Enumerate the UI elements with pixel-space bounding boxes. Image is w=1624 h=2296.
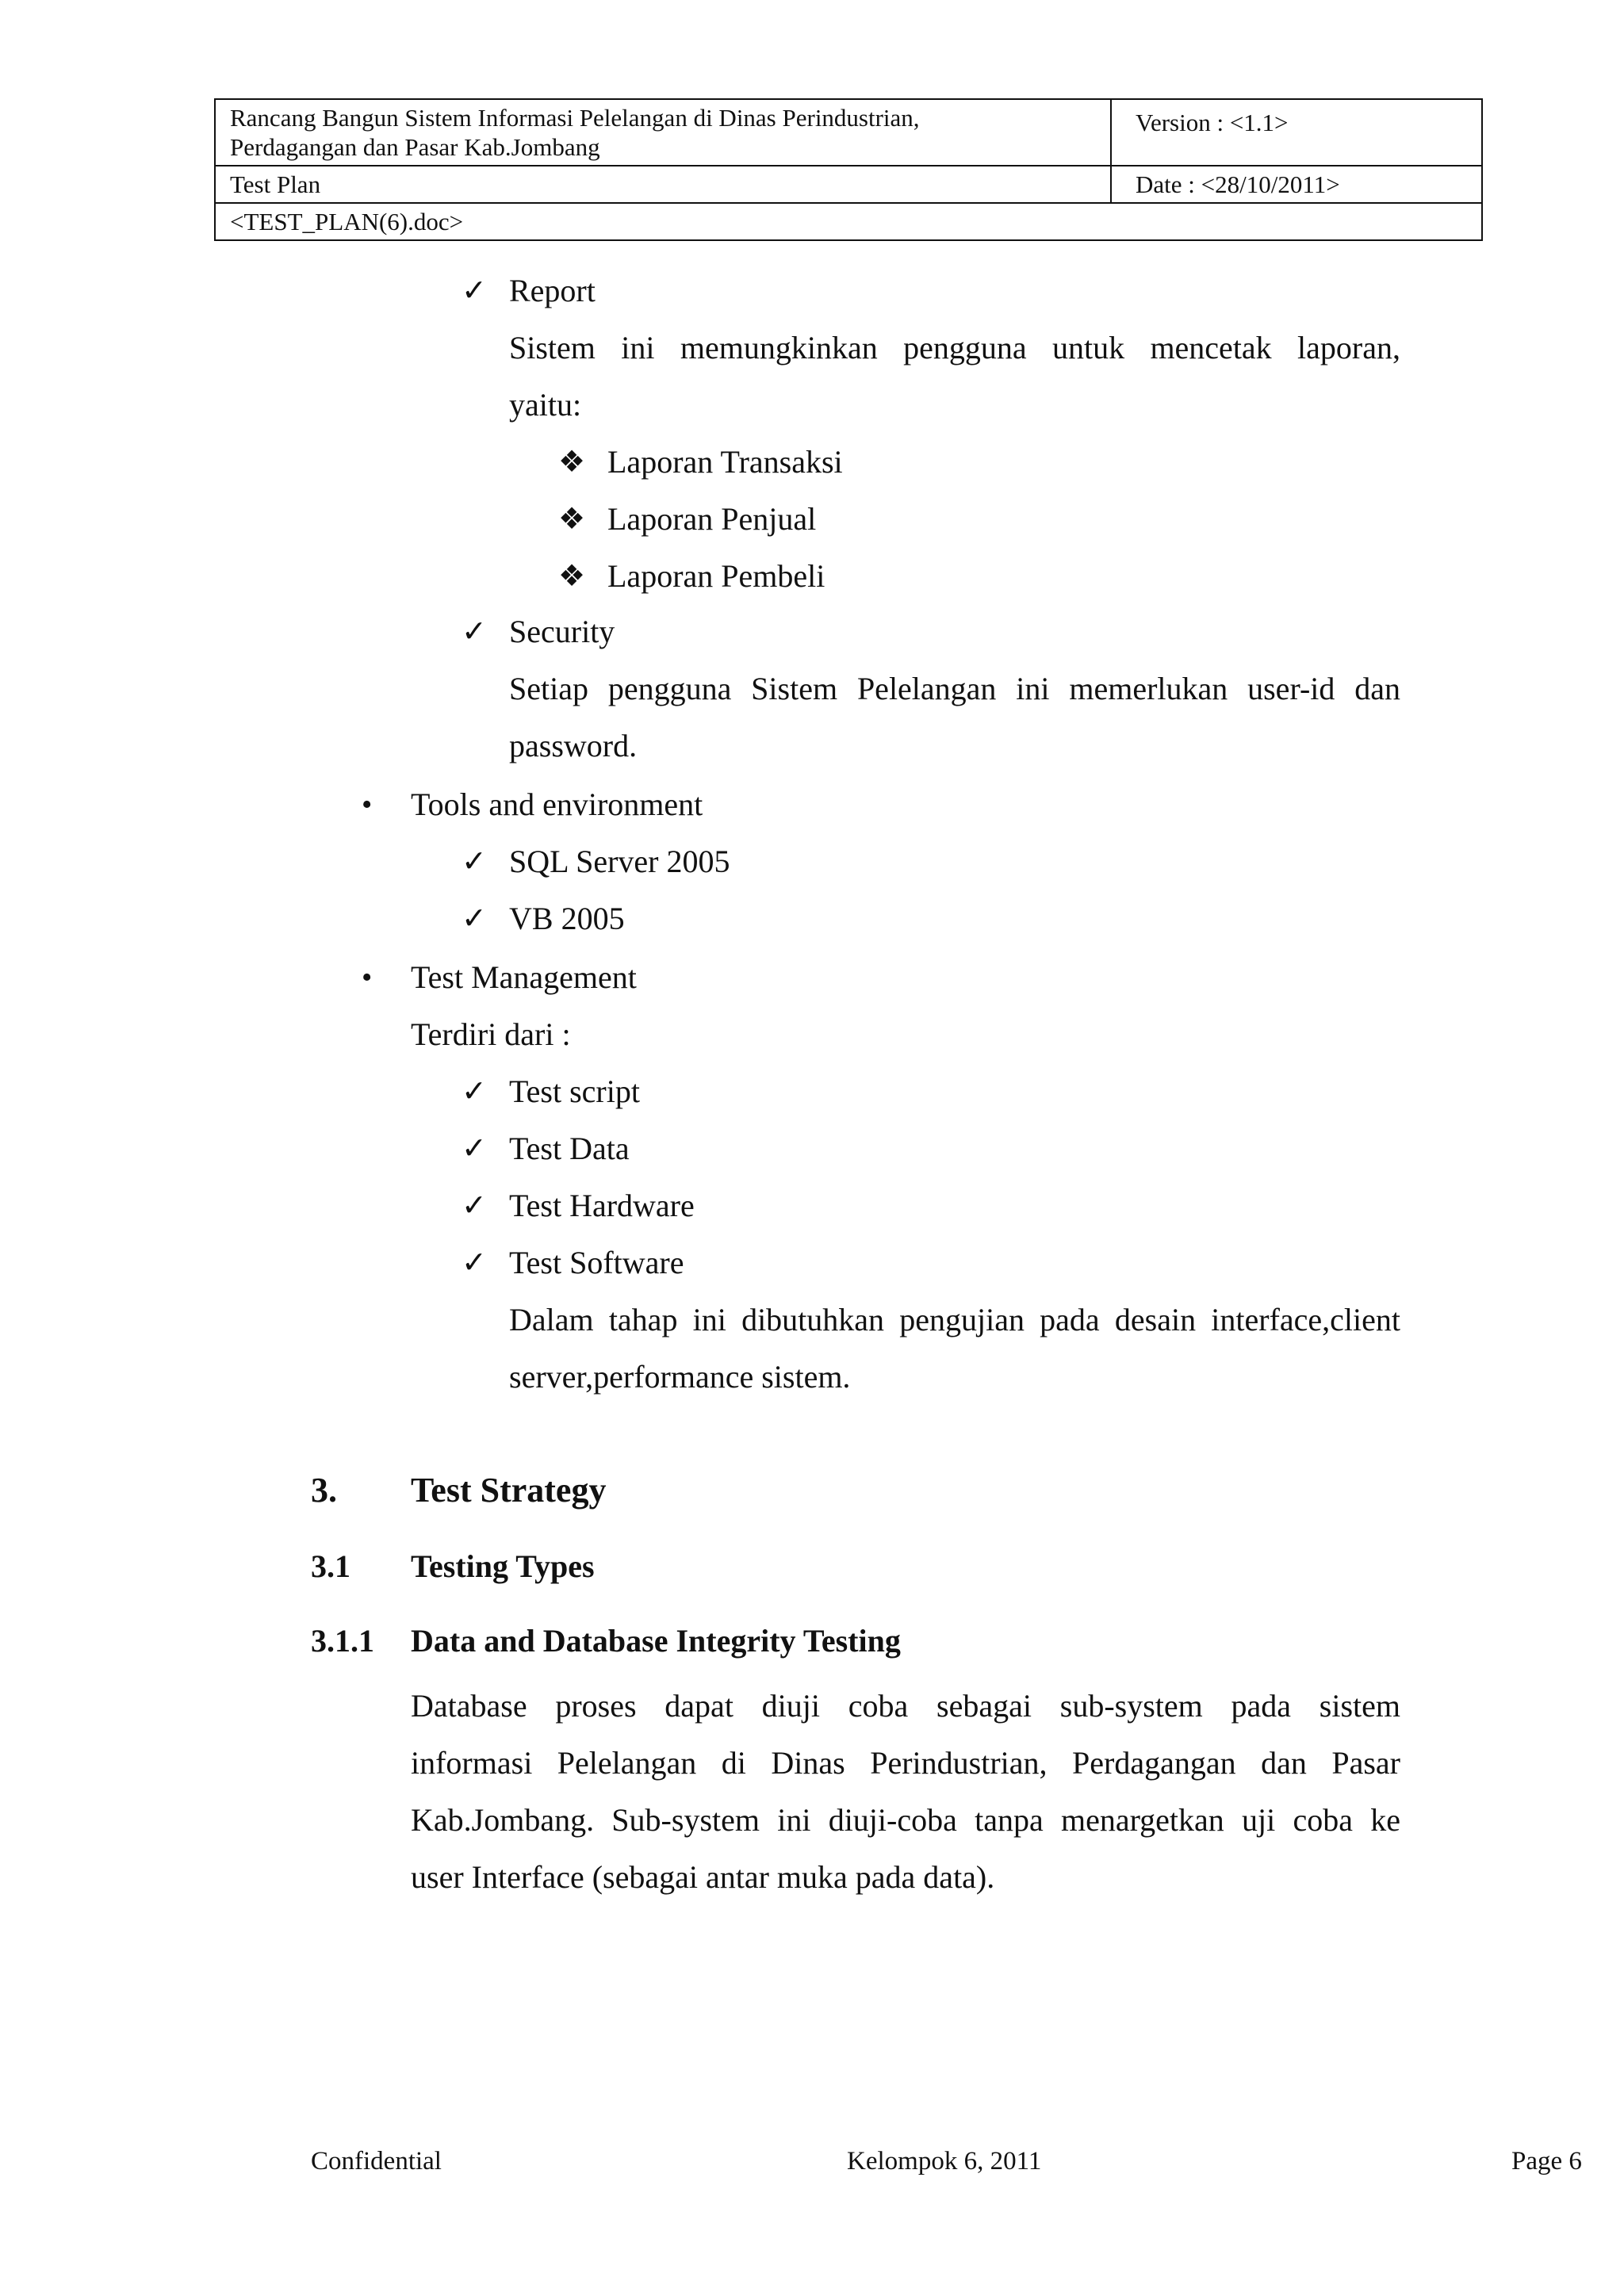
diamond-bullet-icon: ❖ — [558, 560, 586, 593]
section-3-number: 3. — [311, 1471, 337, 1510]
tools-item-vb: VB 2005 — [509, 901, 625, 936]
tools-item-sql-server: SQL Server 2005 — [509, 844, 730, 879]
header-title-line2: Perdagangan dan Pasar Kab.Jombang — [230, 133, 600, 161]
document-header-table — [214, 98, 1483, 241]
test-software-desc-line1: Dalam tahap ini dibutuhkan pengujian pada desain interface,client — [509, 1302, 1400, 1337]
checkmark-icon: ✓ — [462, 615, 487, 649]
section-3-1-1-line3: Kab.Jombang. Sub-system ini diuji-coba tanpa menargetkan uji coba ke — [411, 1802, 1400, 1838]
header-file-name: <TEST_PLAN(6).doc> — [230, 208, 464, 235]
report-item-pembeli: Laporan Pembeli — [607, 558, 825, 594]
diamond-bullet-icon: ❖ — [558, 446, 586, 479]
test-software-desc-line2: server,performance sistem. — [509, 1359, 851, 1395]
checkmark-icon: ✓ — [462, 1132, 487, 1165]
section-3-1-1-title: Data and Database Integrity Testing — [411, 1623, 901, 1659]
test-item-script: Test script — [509, 1073, 640, 1109]
security-desc-line1: Setiap pengguna Sistem Pelelangan ini memerlukan user-id dan — [509, 671, 1400, 706]
header-title-cell — [216, 100, 1112, 165]
section-3-1-1-line2: informasi Pelelangan di Dinas Perindustrian, Perdagangan dan Pasar — [411, 1745, 1400, 1781]
test-item-software: Test Software — [509, 1245, 684, 1280]
report-label: Report — [509, 273, 596, 308]
checkmark-icon: ✓ — [462, 1246, 487, 1280]
section-3-1-1-line1: Database proses dapat diuji coba sebagai sub-system pada sistem — [411, 1688, 1400, 1724]
security-label: Security — [509, 614, 615, 649]
security-desc-line2: password. — [509, 728, 638, 763]
checkmark-icon: ✓ — [462, 902, 487, 936]
header-row-title — [216, 100, 1481, 166]
bullet-icon: • — [362, 788, 373, 821]
checkmark-icon: ✓ — [462, 274, 487, 308]
header-doc-type: Test Plan — [216, 166, 1112, 202]
checkmark-icon: ✓ — [462, 845, 487, 878]
checkmark-icon: ✓ — [462, 1189, 487, 1223]
test-management-intro: Terdiri dari : — [411, 1016, 571, 1052]
checkmark-icon: ✓ — [462, 1075, 487, 1108]
report-item-transaksi: Laporan Transaksi — [607, 444, 843, 480]
header-row-doc-type — [216, 166, 1481, 204]
report-item-penjual: Laporan Penjual — [607, 501, 817, 537]
diamond-bullet-icon: ❖ — [558, 503, 586, 536]
report-desc-line1: Sistem ini memungkinkan pengguna untuk mencetak laporan, — [509, 330, 1400, 365]
tools-label: Tools and environment — [411, 786, 703, 822]
footer-page-number: Page 6 — [1511, 2147, 1582, 2175]
bullet-icon: • — [362, 961, 373, 994]
section-3-1-number: 3.1 — [311, 1548, 350, 1584]
section-3-1-1-line4: user Interface (sebagai antar muka pada data). — [411, 1859, 995, 1895]
header-version: Version : <1.1> — [1136, 109, 1289, 136]
test-management-label: Test Management — [411, 959, 637, 995]
section-3-title: Test Strategy — [411, 1471, 607, 1510]
header-row-file — [216, 204, 1481, 239]
header-date: Date : <28/10/2011> — [1136, 170, 1340, 198]
section-3-1-title: Testing Types — [411, 1548, 595, 1584]
header-title-line1: Rancang Bangun Sistem Informasi Pelelangan di Dinas Perindustrian, — [230, 104, 920, 132]
section-3-1-1-number: 3.1.1 — [311, 1623, 374, 1659]
test-item-data: Test Data — [509, 1131, 630, 1166]
test-item-hardware: Test Hardware — [509, 1188, 695, 1223]
footer-group: Kelompok 6, 2011 — [847, 2147, 1042, 2175]
footer-confidential: Confidential — [311, 2147, 442, 2175]
report-desc-line2: yaitu: — [509, 387, 582, 423]
